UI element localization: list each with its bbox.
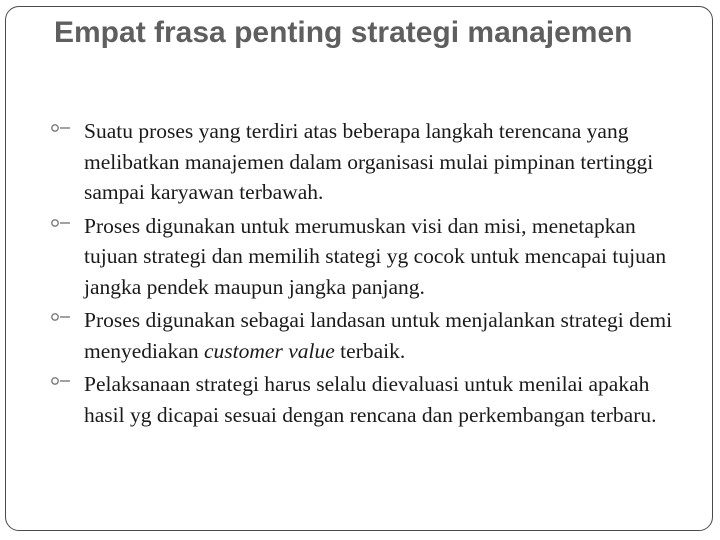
list-item bbox=[46, 116, 686, 208]
bullet-text: Pelaksanaan strategi harus selalu dievaluasi untuk menilai apakah hasil yg dicapai sesuai dengan rencana dan perkembangan terbaru. bbox=[84, 372, 657, 427]
bullet-text-emphasis: customer value bbox=[204, 338, 335, 363]
bullet-icon bbox=[50, 116, 84, 147]
bullet-icon bbox=[50, 369, 84, 400]
list-item bbox=[46, 369, 686, 430]
bullet-icon bbox=[50, 305, 84, 336]
slide-title: Empat frasa penting strategi manajemen bbox=[54, 16, 633, 49]
bullet-text-after: terbaik. bbox=[334, 338, 406, 363]
bullet-list bbox=[46, 116, 686, 433]
bullet-text: Suatu proses yang terdiri atas beberapa langkah terencana yang melibatkan manajemen dalam organisasi mulai pimpinan tertinggi sampai karyawan terbawah. bbox=[84, 119, 654, 204]
bullet-text: Proses digunakan untuk merumuskan visi dan misi, menetapkan tujuan strategi dan memilih stategi yg cocok untuk mencapai tujuan jangka pendek maupun jangka panjang. bbox=[84, 213, 667, 299]
list-item bbox=[46, 211, 686, 303]
list-item bbox=[46, 305, 686, 366]
bullet-text-before: Proses digunakan sebagai landasan untuk menjalankan strategi demi menyediakan bbox=[84, 308, 673, 363]
bullet-icon bbox=[50, 211, 84, 242]
